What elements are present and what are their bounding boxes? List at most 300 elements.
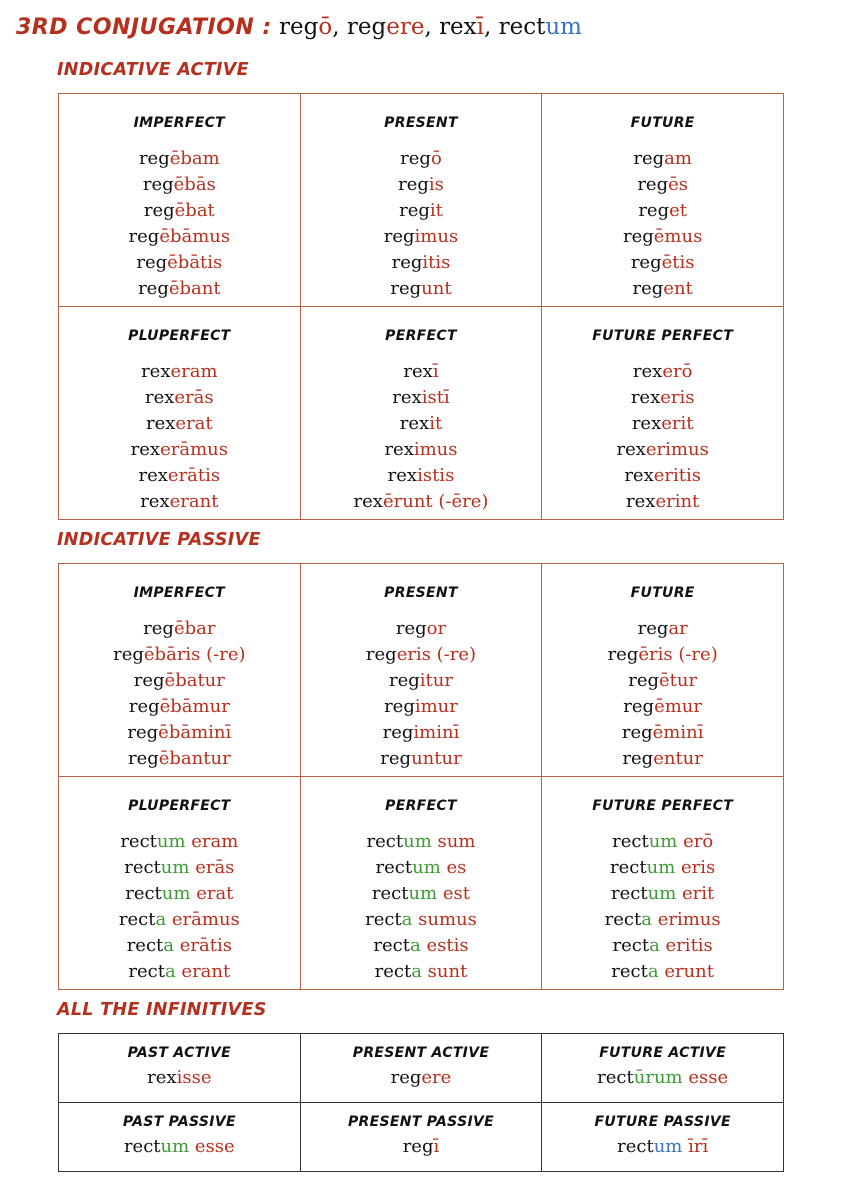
form-ending: sumus	[412, 909, 477, 930]
form-stem: reg	[398, 174, 429, 195]
form-ending: ēbātis	[167, 252, 223, 273]
form-ending: erās	[189, 857, 235, 878]
verb-form	[301, 746, 542, 772]
verb-form	[59, 146, 300, 172]
form-ending: ēris (-re)	[638, 644, 718, 665]
tense-row	[59, 564, 784, 777]
verb-form	[542, 933, 783, 959]
heading-indicative-passive: INDICATIVE PASSIVE	[57, 530, 261, 550]
form-ending: eritis	[659, 935, 713, 956]
form-stem: rect	[617, 1136, 654, 1157]
form-stem: rex	[138, 465, 168, 486]
form-ending: ēbāmur	[159, 696, 230, 717]
separator: ,	[484, 14, 499, 40]
tense-cell	[542, 564, 784, 777]
tense-cell	[300, 564, 542, 777]
form-ending: erātis	[167, 465, 221, 486]
form-stem: reg	[382, 722, 414, 743]
form-ending: erat	[190, 883, 234, 904]
verb-form	[542, 746, 783, 772]
indicative-passive-table	[58, 563, 784, 990]
form-ending: ēmus	[653, 226, 703, 247]
tense-cell	[59, 1103, 301, 1172]
form-ending: sunt	[421, 961, 468, 982]
verb-form	[301, 933, 542, 959]
verb-form	[542, 855, 783, 881]
form-ending: imus	[413, 439, 458, 460]
verb-form	[59, 1134, 300, 1160]
verb-form	[301, 855, 542, 881]
form-stem: reg	[399, 200, 430, 221]
form-ending: itur	[419, 670, 453, 691]
verb-form	[301, 489, 542, 515]
form-ending: erimus	[651, 909, 721, 930]
form-ending: it	[429, 200, 443, 221]
form-ending: a	[647, 961, 659, 982]
tense-label: PLUPERFECT	[128, 798, 231, 814]
form-stem: rex	[616, 439, 646, 460]
form-stem: reg	[400, 148, 431, 169]
principal-part-ending: ere	[386, 14, 425, 40]
form-stem: reg	[143, 618, 174, 639]
form-ending: a	[409, 935, 421, 956]
form-stem: rex	[630, 387, 661, 408]
tense-label: PERFECT	[385, 328, 457, 344]
principal-parts	[279, 14, 582, 40]
form-stem: rect	[118, 909, 156, 930]
form-stem: reg	[622, 226, 654, 247]
verb-form	[301, 198, 542, 224]
tense-cell	[59, 564, 301, 777]
form-stem: rect	[612, 831, 649, 852]
verb-form	[59, 385, 300, 411]
form-ending: sum	[431, 831, 476, 852]
tense-cell	[542, 777, 784, 990]
form-ending: erunt	[658, 961, 715, 982]
verb-form	[59, 463, 300, 489]
tense-cell	[300, 1034, 542, 1103]
verb-form	[542, 146, 783, 172]
form-ending: ī	[432, 361, 439, 382]
form-ending: esse	[682, 1067, 729, 1088]
verb-form	[59, 250, 300, 276]
form-ending: um	[160, 1136, 190, 1157]
verb-form	[301, 276, 542, 302]
principal-part: rect	[498, 14, 546, 40]
verb-form	[59, 198, 300, 224]
form-stem: reg	[143, 200, 175, 221]
tense-cell	[59, 94, 301, 307]
form-ending: um	[161, 883, 191, 904]
form-ending: īrī	[682, 1136, 709, 1157]
form-stem: rex	[631, 413, 662, 434]
form-ending: isse	[176, 1067, 212, 1088]
form-stem: rect	[610, 857, 647, 878]
tense-label: FUTURE	[630, 115, 695, 131]
form-stem: rect	[373, 935, 410, 956]
verb-form	[59, 437, 300, 463]
tense-cell	[300, 307, 542, 520]
verb-form	[301, 250, 542, 276]
form-ending: erant	[175, 961, 231, 982]
tense-label: FUTURE PASSIVE	[594, 1114, 731, 1130]
verb-form	[59, 172, 300, 198]
form-stem: rex	[624, 465, 654, 486]
form-ending: a	[649, 935, 660, 956]
form-ending: a	[401, 909, 413, 930]
verb-form	[542, 250, 783, 276]
form-stem: reg	[623, 696, 655, 717]
form-ending: um	[653, 1136, 683, 1157]
form-stem: reg	[138, 148, 170, 169]
verb-form	[301, 642, 542, 668]
form-stem: rect	[374, 961, 412, 982]
form-ending: ēmur	[654, 696, 702, 717]
form-ending: erās	[174, 387, 214, 408]
tense-cell	[300, 777, 542, 990]
verb-form	[542, 616, 783, 642]
tense-label: IMPERFECT	[133, 585, 226, 601]
form-ending: ēbāmus	[159, 226, 231, 247]
verb-form	[542, 881, 783, 907]
verb-form	[542, 829, 783, 855]
verb-form	[301, 616, 542, 642]
tense-cell	[542, 307, 784, 520]
form-stem: reg	[622, 748, 654, 769]
verb-form	[301, 224, 542, 250]
verb-form	[542, 385, 783, 411]
form-ending: entur	[653, 748, 703, 769]
verb-form	[59, 224, 300, 250]
verb-form	[542, 642, 783, 668]
form-stem: reg	[630, 252, 662, 273]
form-stem: rect	[125, 883, 162, 904]
tense-row	[59, 1034, 784, 1103]
form-stem: reg	[128, 696, 160, 717]
form-stem: rect	[371, 883, 409, 904]
form-stem: rex	[141, 361, 171, 382]
tense-label: PRESENT	[384, 115, 458, 131]
form-ending: a	[163, 935, 175, 956]
form-ending: a	[164, 961, 176, 982]
verb-form	[542, 276, 783, 302]
form-stem: rect	[365, 909, 402, 930]
tense-label: FUTURE PERFECT	[592, 798, 734, 814]
form-stem: reg	[127, 722, 159, 743]
form-ending: erit	[661, 413, 694, 434]
verb-form	[59, 720, 300, 746]
tense-label: FUTURE	[630, 585, 695, 601]
form-ending: a	[155, 909, 167, 930]
form-stem: reg	[389, 670, 420, 691]
verb-form	[542, 720, 783, 746]
principal-part-ending: ō	[318, 14, 333, 40]
form-stem: rex	[384, 439, 414, 460]
form-ending: um	[408, 883, 438, 904]
form-ending: erāmus	[160, 439, 228, 460]
tense-cell	[542, 1103, 784, 1172]
form-stem: reg	[133, 670, 165, 691]
form-ending: eris	[675, 857, 716, 878]
principal-part-ending: ī	[476, 14, 484, 40]
verb-form	[59, 907, 300, 933]
verb-form	[59, 489, 300, 515]
verb-form	[59, 746, 300, 772]
form-ending: ēbar	[173, 618, 216, 639]
form-stem: rex	[130, 439, 161, 460]
separator: ,	[332, 14, 347, 40]
verb-form	[301, 1134, 542, 1160]
form-stem: rect	[611, 883, 648, 904]
form-ending: ent	[663, 278, 693, 299]
form-ending: ō	[430, 148, 442, 169]
form-ending: um	[646, 857, 676, 878]
form-ending: um	[647, 883, 677, 904]
form-ending: um	[412, 857, 441, 878]
form-stem: reg	[138, 278, 169, 299]
form-ending: ī	[433, 1136, 440, 1157]
form-ending: estis	[420, 935, 469, 956]
form-ending: esse	[189, 1136, 235, 1157]
form-ending: es	[440, 857, 467, 878]
form-ending: erit	[676, 883, 715, 904]
form-ending: ar	[668, 618, 688, 639]
verb-form	[59, 668, 300, 694]
verb-form	[59, 881, 300, 907]
form-stem: rex	[399, 413, 430, 434]
form-stem: reg	[365, 644, 397, 665]
form-ending: erātis	[174, 935, 232, 956]
form-stem: rect	[124, 857, 161, 878]
form-ending: eram	[170, 361, 218, 382]
form-ending: eris (-re)	[396, 644, 477, 665]
form-ending: um	[156, 831, 186, 852]
form-ending: erimus	[645, 439, 709, 460]
form-stem: reg	[384, 696, 415, 717]
verb-form	[542, 224, 783, 250]
form-stem: rect	[597, 1067, 634, 1088]
tense-label: PLUPERFECT	[128, 328, 231, 344]
form-ending: ētur	[659, 670, 698, 691]
verb-form	[301, 829, 542, 855]
form-stem: rect	[611, 961, 648, 982]
verb-form	[59, 933, 300, 959]
form-ending: or	[426, 618, 447, 639]
verb-form	[542, 1134, 783, 1160]
form-stem: reg	[395, 618, 427, 639]
infinitives-table	[58, 1033, 784, 1172]
form-stem: reg	[638, 200, 670, 221]
principal-part: rex	[439, 14, 477, 40]
form-ending: eram	[185, 831, 239, 852]
form-stem: rex	[140, 491, 170, 512]
form-ending: et	[669, 200, 687, 221]
form-stem: reg	[402, 1136, 434, 1157]
verb-form	[59, 642, 300, 668]
form-stem: rex	[632, 361, 663, 382]
form-ending: ētis	[661, 252, 695, 273]
verb-form	[301, 881, 542, 907]
form-stem: reg	[607, 644, 639, 665]
form-stem: rect	[612, 935, 650, 956]
verb-form	[59, 411, 300, 437]
tense-row	[59, 777, 784, 990]
form-ending: erāmus	[166, 909, 240, 930]
verb-form	[59, 829, 300, 855]
indicative-active-table	[58, 93, 784, 520]
form-ending: ēbatur	[164, 670, 225, 691]
verb-form	[542, 1065, 783, 1091]
verb-form	[301, 385, 542, 411]
verb-form	[542, 359, 783, 385]
verb-form	[301, 1065, 542, 1091]
verb-form	[542, 411, 783, 437]
verb-form	[59, 276, 300, 302]
verb-form	[301, 359, 542, 385]
tense-label: PRESENT PASSIVE	[347, 1114, 494, 1130]
form-ending: istis	[417, 465, 455, 486]
form-stem: reg	[637, 174, 669, 195]
verb-form	[301, 720, 542, 746]
verb-form	[542, 198, 783, 224]
form-stem: rex	[626, 491, 656, 512]
form-stem: rex	[353, 491, 383, 512]
tense-label: IMPERFECT	[133, 115, 226, 131]
verb-form	[59, 1065, 300, 1091]
verb-form	[542, 668, 783, 694]
verb-form	[59, 694, 300, 720]
form-ending: erint	[655, 491, 700, 512]
form-ending: a	[411, 961, 422, 982]
verb-form	[59, 359, 300, 385]
form-stem: rex	[387, 465, 418, 486]
form-stem: reg	[628, 670, 659, 691]
form-stem: rect	[120, 831, 157, 852]
form-stem: reg	[391, 252, 423, 273]
form-stem: reg	[390, 278, 422, 299]
verb-form	[301, 959, 542, 985]
form-ending: um	[403, 831, 432, 852]
form-ending: itis	[422, 252, 451, 273]
form-stem: reg	[637, 618, 669, 639]
form-ending: erō	[662, 361, 693, 382]
verb-form	[59, 855, 300, 881]
form-ending: ūrum	[633, 1067, 683, 1088]
form-ending: it	[429, 413, 443, 434]
tense-row	[59, 94, 784, 307]
form-ending: ēbat	[174, 200, 215, 221]
tense-cell	[59, 307, 301, 520]
form-ending: imur	[414, 696, 458, 717]
form-ending: ēbās	[173, 174, 216, 195]
form-ending: ēbantur	[158, 748, 231, 769]
form-ending: um	[648, 831, 678, 852]
form-ending: ērunt (-ēre)	[382, 491, 489, 512]
verb-form	[542, 959, 783, 985]
form-ending: erō	[677, 831, 714, 852]
verb-form	[301, 907, 542, 933]
tense-row	[59, 1103, 784, 1172]
verb-form	[542, 694, 783, 720]
form-stem: reg	[632, 278, 664, 299]
page-title	[16, 14, 582, 40]
form-ending: erant	[169, 491, 219, 512]
form-ending: am	[664, 148, 692, 169]
tense-cell	[59, 1034, 301, 1103]
form-stem: rect	[126, 935, 164, 956]
tense-cell	[300, 94, 542, 307]
form-stem: rect	[123, 1136, 161, 1157]
form-stem: rex	[147, 1067, 177, 1088]
form-ending: ēbant	[168, 278, 221, 299]
tense-label: PAST ACTIVE	[127, 1045, 232, 1061]
principal-part-ending: um	[545, 14, 582, 40]
verb-form	[301, 172, 542, 198]
verb-form	[542, 172, 783, 198]
form-stem: rect	[604, 909, 642, 930]
verb-form	[59, 616, 300, 642]
form-stem: rect	[128, 961, 165, 982]
form-stem: reg	[136, 252, 168, 273]
form-ending: untur	[411, 748, 462, 769]
tense-label: PRESENT ACTIVE	[352, 1045, 490, 1061]
form-stem: reg	[380, 748, 412, 769]
form-ending: ēbāris (-re)	[143, 644, 246, 665]
form-ending: istī	[421, 387, 450, 408]
form-ending: ēs	[668, 174, 688, 195]
form-stem: rex	[392, 387, 422, 408]
form-ending: ēminī	[652, 722, 704, 743]
form-ending: ēbam	[169, 148, 220, 169]
form-ending: est	[437, 883, 471, 904]
form-ending: imus	[414, 226, 459, 247]
form-ending: a	[641, 909, 652, 930]
form-stem: reg	[113, 644, 144, 665]
heading-infinitives: ALL THE INFINITIVES	[57, 1000, 267, 1020]
form-stem: reg	[390, 1067, 422, 1088]
heading-indicative-active: INDICATIVE ACTIVE	[57, 60, 249, 80]
form-stem: reg	[127, 748, 159, 769]
form-stem: rect	[366, 831, 404, 852]
verb-form	[301, 463, 542, 489]
form-stem: reg	[383, 226, 415, 247]
verb-form	[301, 694, 542, 720]
tense-cell	[542, 94, 784, 307]
verb-form	[542, 907, 783, 933]
tense-label: FUTURE PERFECT	[592, 328, 734, 344]
form-stem: rex	[403, 361, 433, 382]
separator: ,	[424, 14, 440, 40]
form-ending: ere	[421, 1067, 452, 1088]
verb-form	[542, 489, 783, 515]
principal-part: reg	[346, 14, 387, 40]
tense-cell	[542, 1034, 784, 1103]
tense-label: FUTURE ACTIVE	[599, 1045, 727, 1061]
verb-form	[301, 411, 542, 437]
form-stem: rex	[146, 413, 176, 434]
tense-cell	[300, 1103, 542, 1172]
form-ending: is	[428, 174, 444, 195]
tense-row	[59, 307, 784, 520]
tense-label: PRESENT	[384, 585, 458, 601]
form-ending: erat	[175, 413, 213, 434]
tense-label: PAST PASSIVE	[122, 1114, 236, 1130]
form-ending: ēbāminī	[158, 722, 232, 743]
verb-form	[301, 668, 542, 694]
form-ending: iminī	[413, 722, 460, 743]
form-ending: um	[160, 857, 190, 878]
form-stem: rex	[145, 387, 175, 408]
